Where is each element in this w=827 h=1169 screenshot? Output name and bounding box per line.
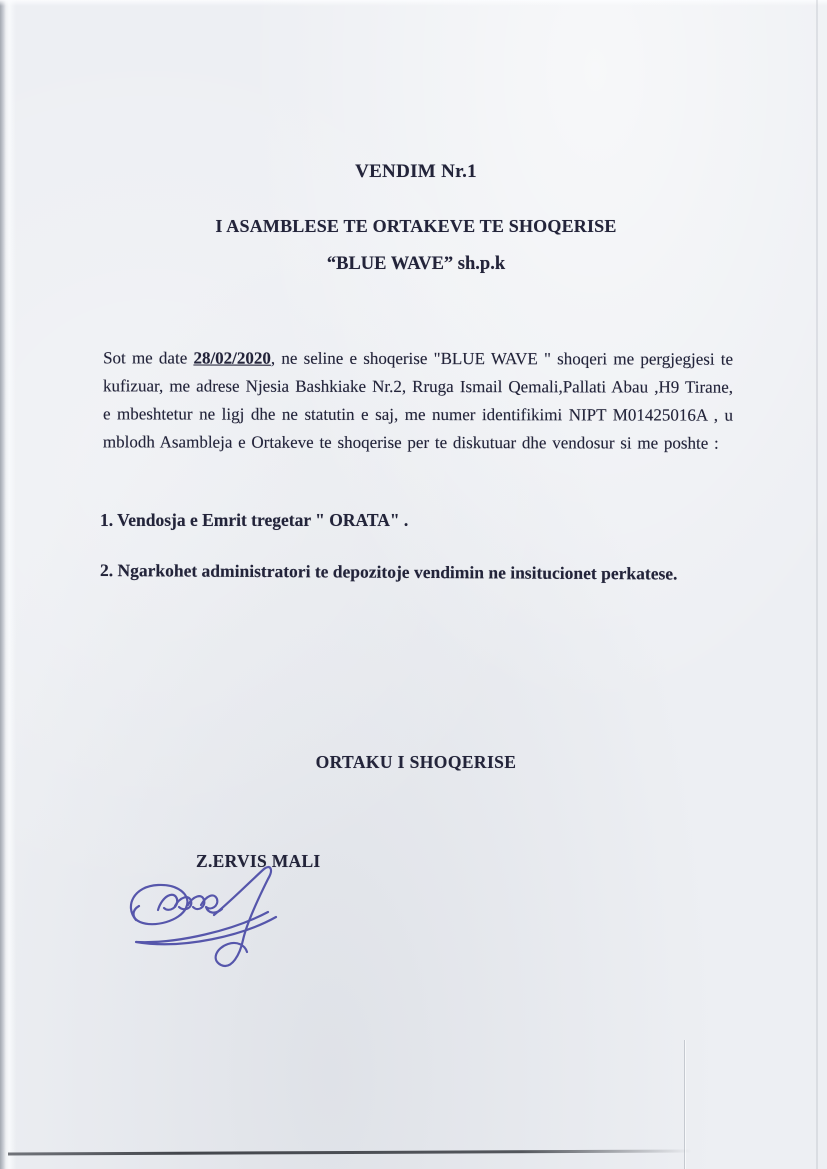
paper-top-edge <box>0 0 827 6</box>
decision-date: 28/02/2020 <box>193 348 271 368</box>
assembly-heading: I ASAMBLESE TE ORTAKEVE TE SHOQERISE <box>215 216 617 236</box>
intro-prefix: Sot me date <box>103 348 194 368</box>
intro-paragraph <box>103 344 733 457</box>
document-title: VENDIM Nr.1 <box>355 161 477 182</box>
paper-fold-crease <box>684 1040 685 1169</box>
paper-bottom-edge-line <box>8 1150 692 1156</box>
signer-name: Z.ERVIS MALI <box>196 851 321 871</box>
signature-ink <box>116 860 301 978</box>
decision-item-1: 1. Vendosja e Emrit tregetar " ORATA" . <box>100 510 409 530</box>
company-name-heading: “BLUE WAVE” sh.p.k <box>326 254 506 274</box>
paper-right-crease <box>816 0 818 1169</box>
decision-item-2: 2. Ngarkohet administratori te depozitoje vendimin ne insitucionet perkatese. <box>99 560 678 584</box>
paper-left-edge <box>0 0 16 1169</box>
intro-body: , ne seline e shoqerise "BLUE WAVE " shoqeri me pergjegjesi te kufizuar, me adrese Njesia Bashkiake Nr.2, Rruga Ismail Qemali,Pallati Abau ,H9 Tirane, e mbeshtetur ne ligj dhe ne statutin e saj, me numer identifikimi NIPT M01425016A , u mblodh Asambleja e Ortakeve te shoqerise per te diskutuar dhe vendosur si me poshte : <box>102 348 734 453</box>
role-heading: ORTAKU I SHOQERISE <box>315 752 517 772</box>
